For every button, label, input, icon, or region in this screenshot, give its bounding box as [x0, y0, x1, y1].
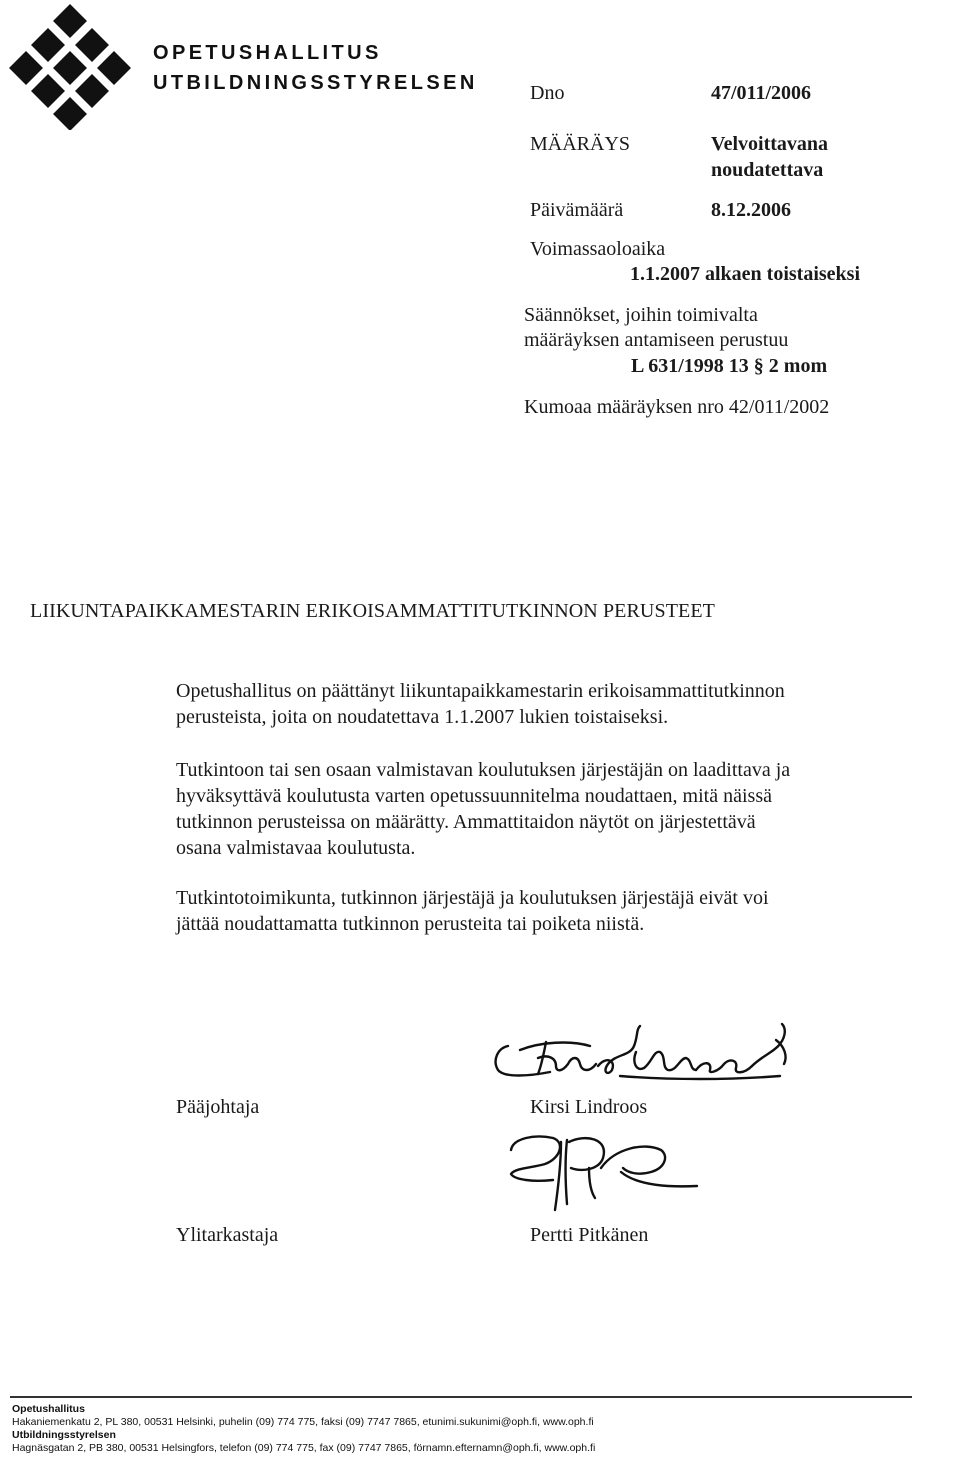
logo-diamond [53, 97, 87, 130]
diamond-grid-logo-icon [0, 0, 140, 130]
signatory-2-name: Pertti Pitkänen [530, 1224, 649, 1246]
footer-address-sv: Hagnäsgatan 2, PB 380, 00531 Helsingfors, telefon (09) 774 775, fax (09) 7747 7865, förnamn.efternamn@oph.fi, www.oph.fi [12, 1442, 596, 1454]
handwritten-signature-icon [505, 1128, 705, 1218]
signature-image-1 [490, 1016, 795, 1086]
footer-address-fi: Hakaniemenkatu 2, PL 380, 00531 Helsinki, puhelin (09) 774 775, faksi (09) 7747 7865, etunimi.sukunimi@oph.fi, www.oph.fi [12, 1416, 594, 1428]
dno-label: Dno [530, 82, 565, 104]
date-value: 8.12.2006 [711, 199, 791, 221]
footer-org-fi: Opetushallitus [12, 1403, 85, 1415]
logo-diamond [31, 74, 65, 108]
authority-line-1: Säännökset, joihin toimivalta [524, 304, 758, 326]
date-label: Päivämäärä [530, 199, 624, 221]
paragraph-line: perusteista, joita on noudatettava 1.1.2007 lukien toistaiseksi. [176, 706, 669, 728]
repeals-note: Kumoaa määräyksen nro 42/011/2002 [524, 396, 830, 418]
signature-image-2 [505, 1128, 705, 1218]
logo-diamond [75, 74, 109, 108]
authority-reference: L 631/1998 13 § 2 mom [631, 355, 828, 377]
logo-diamond [31, 28, 65, 62]
signatory-2-role: Ylitarkastaja [176, 1224, 279, 1246]
paragraph-1 [176, 678, 936, 730]
logo-diamond [53, 51, 87, 85]
footer-divider [10, 1396, 912, 1398]
org-name-fi: OPETUSHALLITUS [153, 42, 382, 64]
logo [0, 0, 140, 130]
org-name-sv: UTBILDNINGSSTYRELSEN [153, 72, 478, 94]
footer-org-sv: Utbildningsstyrelsen [12, 1429, 116, 1441]
logo-diamond [97, 51, 131, 85]
paragraph-2 [176, 757, 936, 861]
paragraph-line: tutkinnon perusteissa on määrätty. Ammattitaidon näytöt on järjestettävä [176, 811, 756, 833]
document-type-value-line2: noudatettava [711, 159, 824, 181]
paragraph-line: osana valmistavaa koulutusta. [176, 837, 416, 859]
logo-diamond [53, 4, 87, 38]
document-title: LIIKUNTAPAIKKAMESTARIN ERIKOISAMMATTITUTKINNON PERUSTEET [30, 600, 715, 622]
validity-label: Voimassaoloaika [530, 238, 666, 260]
paragraph-line: Tutkintoon tai sen osaan valmistavan koulutuksen järjestäjän on laadittava ja [176, 759, 791, 781]
paragraph-line: Tutkintotoimikunta, tutkinnon järjestäjä ja koulutuksen järjestäjä eivät voi [176, 887, 769, 909]
dno-value: 47/011/2006 [711, 82, 812, 104]
paragraph-line: hyväksyttävä koulutusta varten opetussuunnitelma noudattaen, mitä näissä [176, 785, 772, 807]
document-type-value-line1: Velvoittavana [711, 133, 829, 155]
authority-line-2: määräyksen antamiseen perustuu [524, 329, 789, 351]
footer [12, 1403, 595, 1455]
document-type-label: MÄÄRÄYS [530, 133, 631, 155]
paragraph-3 [176, 885, 936, 937]
handwritten-signature-icon [490, 1016, 795, 1086]
paragraph-line: Opetushallitus on päättänyt liikuntapaikkamestarin erikoisammattitutkinnon [176, 680, 785, 702]
signatory-1-role: Pääjohtaja [176, 1096, 260, 1118]
paragraph-line: jättää noudattamatta tutkinnon perusteita tai poiketa niistä. [176, 913, 645, 935]
signatory-1-name: Kirsi Lindroos [530, 1096, 648, 1118]
logo-diamond [9, 51, 43, 85]
validity-value: 1.1.2007 alkaen toistaiseksi [630, 263, 861, 285]
logo-diamond [75, 28, 109, 62]
